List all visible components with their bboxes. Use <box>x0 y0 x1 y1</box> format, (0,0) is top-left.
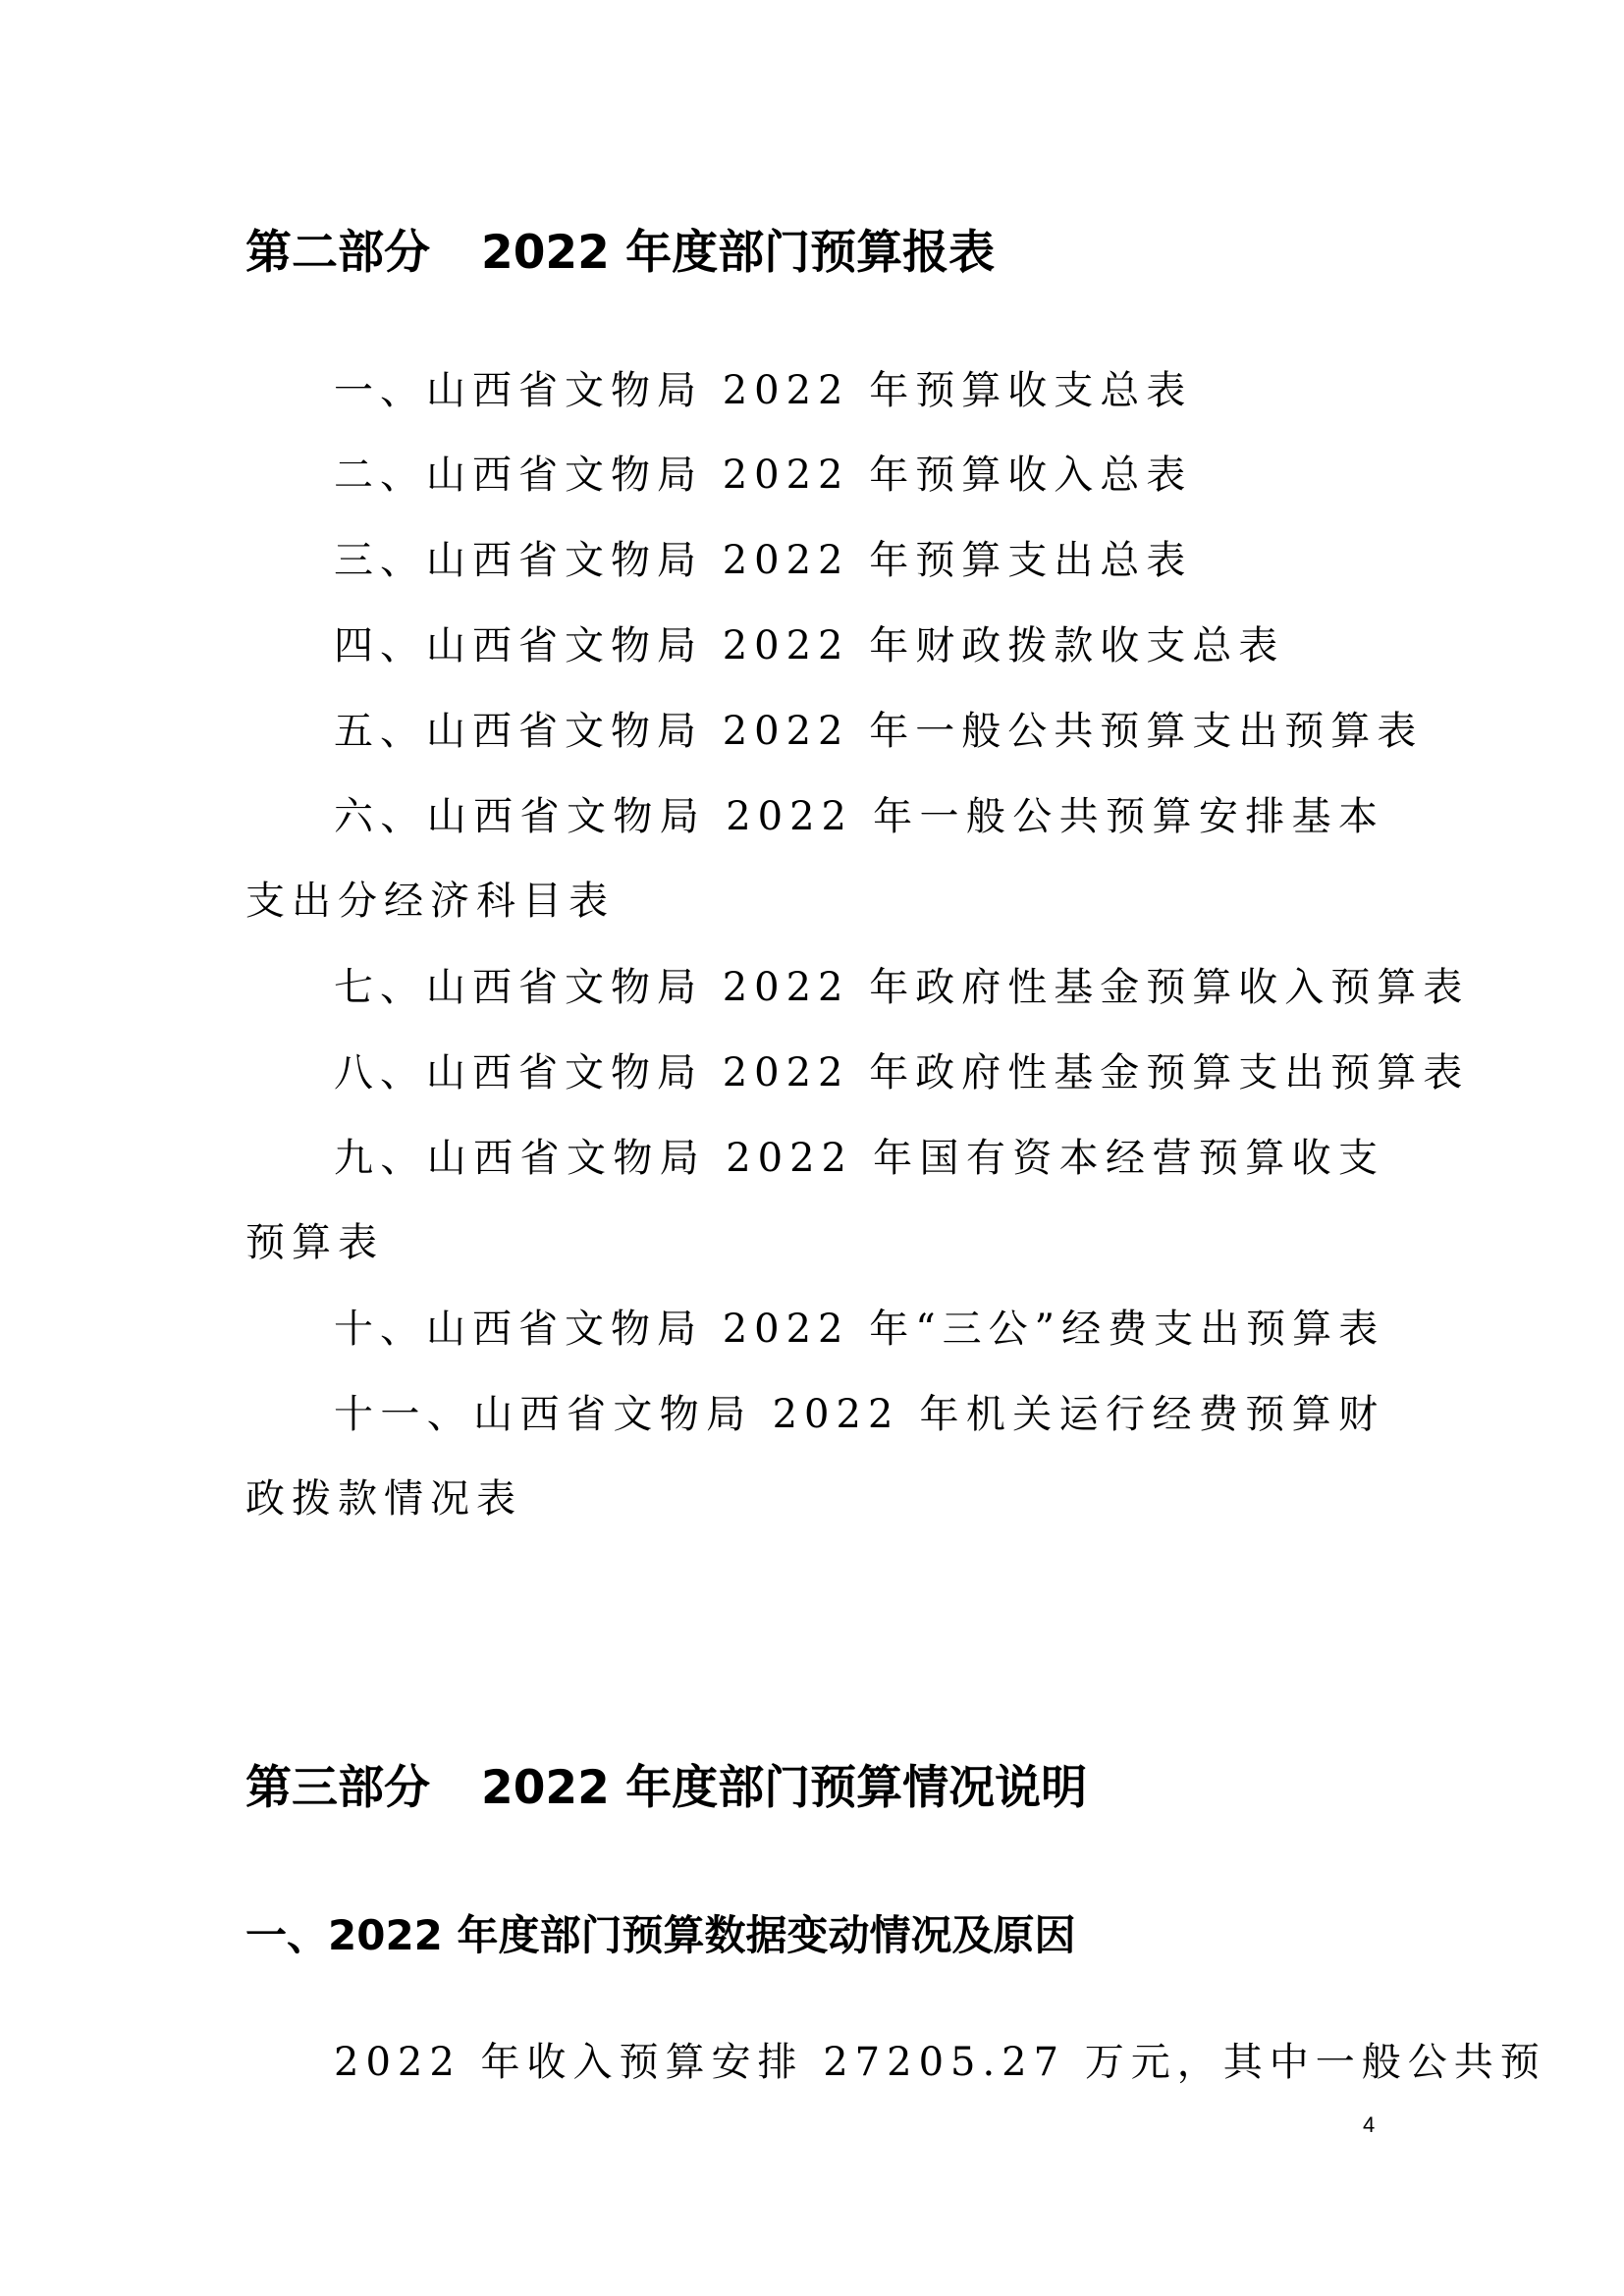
part3-title: 2022 年度部门预算情况说明 <box>481 1761 1088 1815</box>
toc-item-9: 九、山西省文物局 2022 年国有资本经营预算收支预算表 <box>245 1136 1384 1265</box>
section1-paragraph: 2022 年收入预算安排 27205.27 万元，其中一般公共预 <box>334 2040 1546 2085</box>
toc-item-10: 十、山西省文物局 2022 年“三公”经费支出预算表 <box>334 1307 1385 1352</box>
part2-title: 2022 年度部门预算报表 <box>481 226 996 280</box>
toc-item-7: 七、山西省文物局 2022 年政府性基金预算收入预算表 <box>334 965 1470 1010</box>
toc-item-11: 十一、山西省文物局 2022 年机关运行经费预算财政拨款情况表 <box>245 1392 1384 1522</box>
toc-item-3: 三、山西省文物局 2022 年预算支出总表 <box>334 538 1193 583</box>
toc-item-6: 六、山西省文物局 2022 年一般公共预算安排基本支出分经济科目表 <box>245 794 1384 924</box>
toc-item-5: 五、山西省文物局 2022 年一般公共预算支出预算表 <box>334 709 1424 754</box>
toc-item-2: 二、山西省文物局 2022 年预算收入总表 <box>334 453 1193 498</box>
part3-label: 第三部分 <box>245 1761 430 1815</box>
part2-label: 第二部分 <box>245 226 430 280</box>
section1-heading: 一、2022 年度部门预算数据变动情况及原因 <box>245 1911 1076 1959</box>
page-number: 4 <box>1363 2112 1376 2137</box>
toc-item-4: 四、山西省文物局 2022 年财政拨款收支总表 <box>334 623 1285 668</box>
part2-heading <box>245 224 995 283</box>
part3-heading <box>245 1759 1087 1818</box>
toc-item-8: 八、山西省文物局 2022 年政府性基金预算支出预算表 <box>334 1050 1470 1095</box>
toc-item-1: 一、山西省文物局 2022 年预算收支总表 <box>334 368 1193 413</box>
